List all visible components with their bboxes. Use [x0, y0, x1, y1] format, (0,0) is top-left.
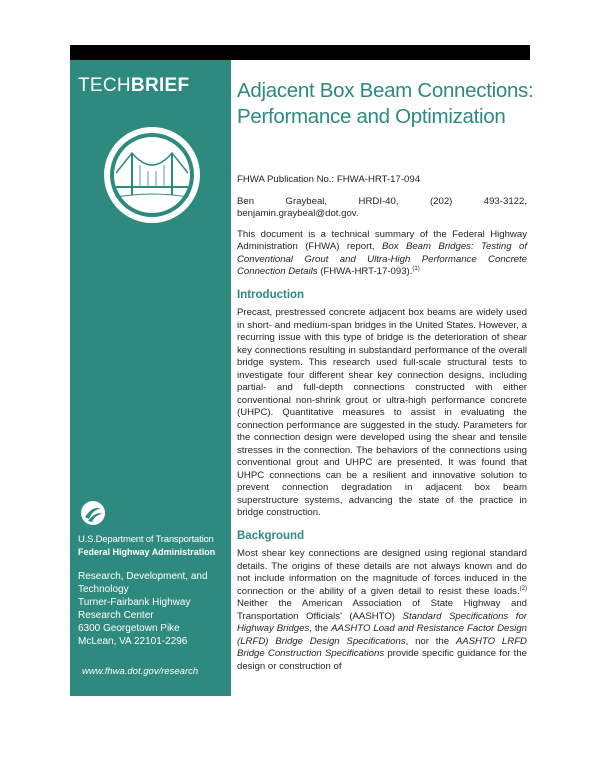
city-address: McLean, VA 22101-2296 — [78, 636, 188, 647]
publication-number: FHWA Publication No.: FHWA-HRT-17-094 — [237, 174, 421, 185]
office-name: Research, Development, and Technology — [78, 571, 208, 595]
dot-logo-icon — [80, 500, 106, 526]
page-title: Adjacent Box Beam Connections: Performance and Optimization — [237, 79, 534, 128]
contact-info: Ben Graybeal, HRDI-40, (202) 493-3122, benjamin.graybeal@dot.gov. — [237, 195, 527, 219]
introduction-paragraph: Precast, prestressed concrete adjacent box beams are widely used in short- and medium-span bridges in the United States. However, a recurring issue with this type of bridge is the deterioration of shear key connections resulting in substandard performance of the overall bridge system. This research used full-scale structural tests to investigate four different shear key connection designs, including partial- and full-depth connections constructed with either conventional non-shrink grout or ultra-high performance concrete (UHPC). Quantitative measures to assist in evaluating the connection performance are suggested in the study. Parameters for the connection design were developed using the shear and tensile stresses in the connection. The behaviors of the connections using conventional grout and UHPC are presented. It was found that UHPC connections can be a resilient and innovative solution to prevent connection degradation in adjacent box beam superstructure systems, advancing the state of the practice in bridge construction. — [237, 307, 527, 518]
summary-paragraph: This document is a technical summary of the Federal Highway Administration (FHWA) report, Box Beam Bridges: Testing of Conventional Grout and Ultra-High Performance Concrete Connection Details (FHWA-HRT-17-093).$^{(1)}$ — [237, 228, 528, 277]
sidebar-address — [78, 570, 226, 648]
bridge-seal-icon — [102, 125, 202, 225]
header-bar — [70, 45, 530, 60]
center-name: Turner-Fairbank Highway Research Center — [78, 597, 191, 621]
main-content — [237, 174, 527, 681]
techbrief-logo: TECHBRIEF — [78, 75, 190, 96]
fhwa-name: Federal Highway Administration — [78, 547, 216, 557]
research-url-link[interactable]: www.fhwa.dot.gov/research — [82, 666, 199, 677]
street-address: 6300 Georgetown Pike — [78, 623, 180, 634]
background-heading: Background — [237, 529, 305, 542]
background-paragraph: Most shear key connections are designed using regional standard details. The origins of these details are not always known and do not include information on the magnitude of forces induced in the connection or the ability of a given detail to resist these loads.$^{(2)}$ Neither the American Association of State Highway and Transportation Officials’ (AASHTO) Standard Specifications for Highway Bridges, the AASHTO Load and Resistance Factor Design (LRFD) Bridge Design Specifications, nor the AASHTO LRFD Bridge Construction Specifications provide specific guidance for the design or construction of — [237, 548, 527, 672]
introduction-heading: Introduction — [237, 288, 305, 301]
dot-department-name: U.S.Department of Transportation — [78, 534, 214, 545]
